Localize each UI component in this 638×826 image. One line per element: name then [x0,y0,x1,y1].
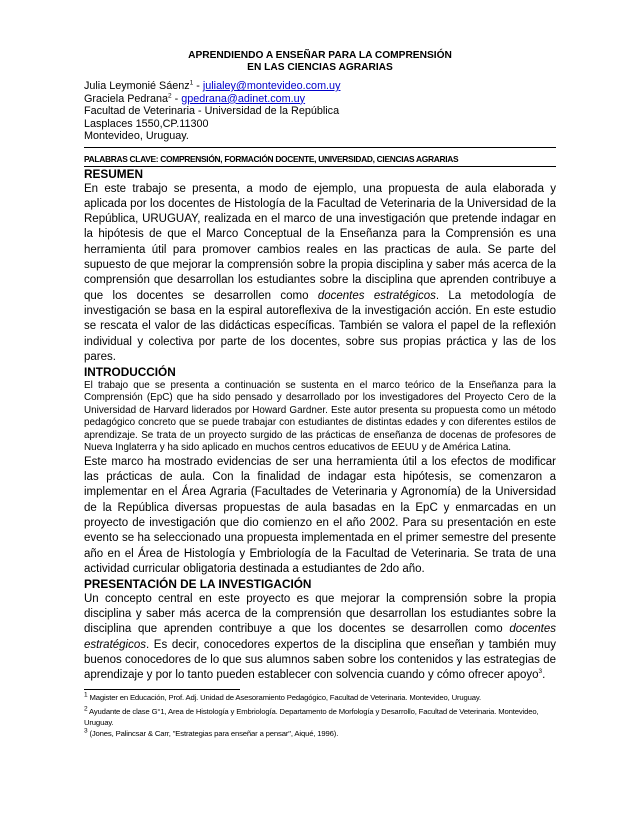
presentacion-text-a: Un concepto central en este proyecto es que mejorar la comprensión sobre la propia disciplina y saber más acerca de la comprensión que desarrollan los estudiantes sobre la disciplina que aprenden contribuye a que los docentes se desarrollen como [84,592,556,636]
footnote-3-number: 3 [84,727,88,735]
keywords-divider [84,166,556,167]
footnote-3 [84,729,556,739]
resumen-paragraph [84,182,556,366]
paper-title [84,50,556,74]
presentacion-emphasis: docentes estratégicos [84,623,556,651]
author-2-separator: - [171,92,182,105]
footnote-1-text: Magister en Educación, Prof. Adj. Unidad de Asesoramiento Pedagógico, Facultad de Veterinaria. Montevideo, Uruguay. [87,693,482,703]
presentacion-heading: PRESENTACIÓN DE LA INVESTIGACIÓN [84,577,312,592]
footnote-divider [84,689,240,690]
footnote-2 [84,706,556,729]
footnote-3-mark: 3 [538,668,543,676]
city: Montevideo, Uruguay. [84,130,189,143]
divider [84,147,556,148]
address: Lasplaces 1550,CP.11300 [84,117,209,130]
title-line-1: APRENDIENDO A ENSEÑAR PARA LA COMPRENSIÓN [188,50,452,61]
introduccion-heading: INTRODUCCIÓN [84,365,176,380]
footnote-1-number: 1 [84,691,88,699]
introduccion-paragraph-2: Este marco ha mostrado evidencias de ser una herramienta útil a los efectos de modificar las prácticas de aula. Con la finalidad de indagar esta hipótesis, se comenzaron a implementar en el Área Agraria (Facultades de Veterinaria y Agronomía) de la Universidad de la República diversas propuestas de aula basadas en la EpC y enmarcadas en un proyecto de investigación que dio comienzo en el año 2002. Para su presentación en este evento se ha seleccionado una propuesta implementada en el primer semestre del presente año en el Área de Histología y Embriología de la Facultad de Veterinaria. Se trata de una actividad curricular obligatoria destinada a estudiantes de 2do año. [84,455,556,575]
document-page [84,50,556,739]
footnote-2-number: 2 [84,705,88,713]
author-2-name: Graciela Pedrana [84,92,169,105]
introduccion-paragraph-1: El trabajo que se presenta a continuación se sustenta en el marco teórico de la Enseñanza para la Comprensión (EpC) que ha sido pensado y desarrollado por los investigadores del Proyecto Cero de la Universidad de Harvard liderados por Howard Gardner. Este autor presenta su propuesta como un método pedagógico concreto que se puede trabajar con estudiantes de distintas edades y con diferentes estilos de aprendizaje. Se trata de un proyecto surgido de las prácticas de enseñanza de docenas de profesores de Nueva Inglaterra y ha sido aplicado en muchos centros educativos de EEUU y de América Latina. [84,379,556,454]
title-line-2: EN LAS CIENCIAS AGRARIAS [247,62,393,73]
footnote-3-text: (Jones, Palincsar & Carr, "Estrategias para enseñar a pensar", Aiqué, 1996). [87,728,339,738]
presentacion-text-b: . Es decir, conocedores expertos de la disciplina que enseñan y también muy buenos conocedores de lo que sus alumnos saben sobre los contenidos y las estrategias de aprendizaje y por lo tanto pueden establecer con solvencia cuando y cómo ofrecer apoyo [84,638,556,682]
keywords: PALABRAS CLAVE: COMPRENSIÓN, FORMACIÓN DOCENTE, UNIVERSIDAD, CIENCIAS AGRARIAS [84,153,459,164]
presentacion-text-end: . [542,669,546,682]
affiliation: Facultad de Veterinaria - Universidad de la República [84,105,340,118]
author-2-email-link[interactable]: gpedrana@adinet.com.uy [181,92,306,105]
author-1-separator: - [193,80,203,92]
author-1 [84,80,556,93]
author-1-footnote-mark: 1 [189,79,194,87]
resumen-emphasis: docentes estratégicos [317,289,436,302]
footnote-2-text: Ayudante de clase G°1, Area de Histología y Embriología. Departamento de Morfología y Desarrollo, Facultad de Veterinaria. Montevideo, Uruguay. [84,706,539,728]
author-2 [84,93,556,106]
resumen-heading: RESUMEN [84,166,143,181]
footnote-1 [84,692,556,704]
author-2-footnote-mark: 2 [168,92,172,99]
author-block [84,80,556,143]
resumen-text-b: . La metodología de investigación se basa en la espiral autoreflexiva de la investigación acción. En este estudio se rescata el valor de las didácticas específicas. También se valora el papel de la reflexión individual y colectiva por parte de los docentes, sobre sus propias práctica y las de los pares. [84,289,556,363]
resumen-text-a: En este trabajo se presenta, a modo de ejemplo, una propuesta de aula elaborada y aplicada por los docentes de Histología de la Facultad de Veterinaria de la Universidad de la República, URUGUAY, realizada en el marco de una investigación que pretende indagar en la hipótesis de que el Marco Conceptual de la Enseñanza para la Comprensión es una herramienta útil para promover cambios reales en las practicas de aula. Se parte del supuesto de que mejorar la comprensión sobre la propia disciplina y saber más acerca de la comprensión que desarrollan los estudiantes sobre la disciplina que aprenden contribuye a que los docentes se desarrollen como [84,182,556,302]
author-1-email-link[interactable]: julialey@montevideo.com.uy [202,80,341,92]
author-1-name: Julia Leymonié Sáenz [84,80,190,92]
presentacion-paragraph [84,592,556,684]
